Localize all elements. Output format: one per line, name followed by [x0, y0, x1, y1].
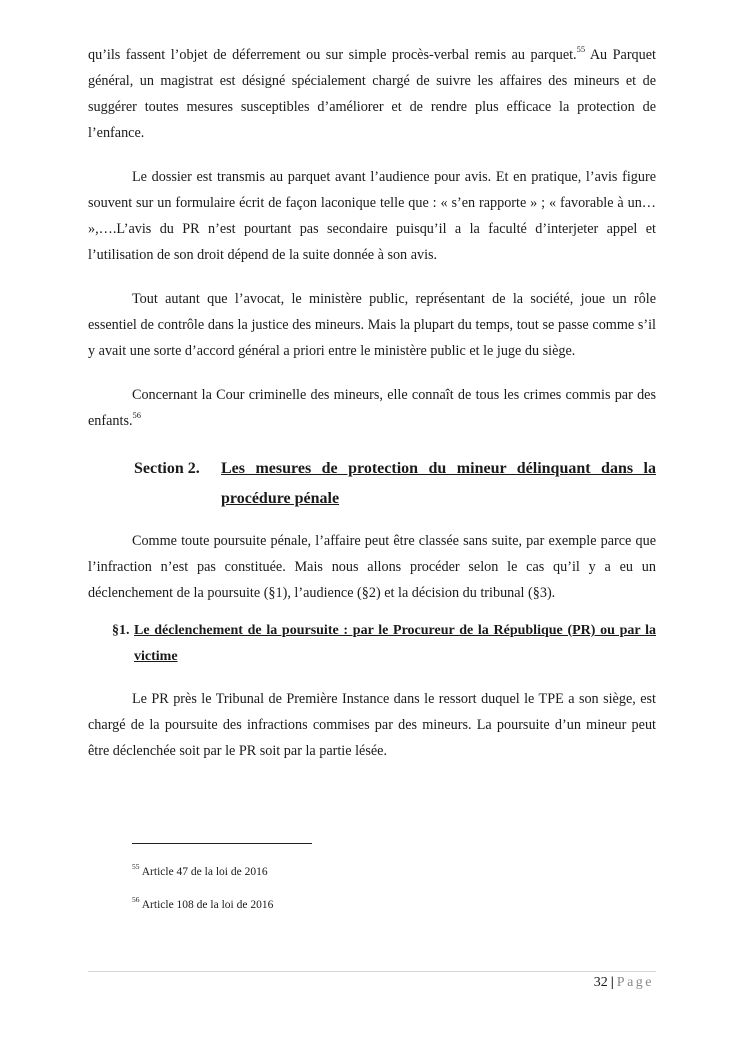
footnote-ref-55[interactable]: 55 [576, 44, 586, 55]
subsection-number: §1. [112, 623, 130, 638]
paragraph-1-continuation: Au Parquet général, un magistrat est désigné spécialement chargé de suivre les affaires des mineurs et de suggérer toutes mesures susceptibles d’améliorer et de rendre plus efficace la protection de l’enfance. [88, 47, 656, 141]
footnote-55 [132, 862, 268, 878]
footnote-56-text: Article 108 de la loi de 2016 [139, 899, 274, 911]
paragraph-4-text: Concernant la Cour criminelle des mineurs, elle connaît de tous les crimes commis par des enfants. [88, 387, 656, 429]
footnote-ref-56[interactable]: 56 [132, 410, 142, 421]
subsection-title: Le déclenchement de la poursuite : par le Procureur de la République (PR) ou par la victime [134, 623, 656, 664]
paragraph-4 [88, 382, 656, 434]
paragraph-1-text: qu’ils fassent l’objet de déferrement ou sur simple procès-verbal remis au parquet. [88, 47, 577, 63]
paragraph-3: Tout autant que l’avocat, le ministère public, représentant de la société, joue un rôle essentiel de contrôle dans la justice des mineurs. Mais la plupart du temps, tout se passe comme s’il y avait une sorte d’accord général a priori entre le ministère public et le juge du siège. [88, 291, 656, 359]
page-body [88, 42, 656, 764]
paragraph-1 [88, 42, 656, 146]
footer-separator: | [610, 975, 614, 990]
page-footer [594, 975, 654, 991]
footnote-separator [132, 843, 312, 844]
footnote-55-number: 55 [132, 862, 140, 872]
paragraph-5: Comme toute poursuite pénale, l’affaire peut être classée sans suite, par exemple parce que l’infraction n’est pas constituée. Mais nous allons procéder selon le cas qu’il y a eu un déclenchement de la poursuite (§1), l’audience (§2) et la décision du tribunal (§3). [88, 533, 656, 601]
footer-divider [88, 971, 656, 972]
page-number: 32 [593, 975, 608, 990]
section-title: Les mesures de protection du mineur délinquant dans la procédure pénale [221, 460, 656, 507]
paragraph-6: Le PR près le Tribunal de Première Instance dans le ressort duquel le TPE a son siège, est chargé de la poursuite des infractions commises par des mineurs. La poursuite d’un mineur peut être déclenchée soit par le PR soit par la partie lésée. [88, 691, 656, 759]
subsection-heading [88, 618, 656, 670]
section-number: Section 2. [134, 460, 200, 477]
section-heading [88, 454, 656, 514]
footnote-55-text: Article 47 de la loi de 2016 [139, 866, 268, 878]
page-label: Page [616, 975, 654, 990]
paragraph-2: Le dossier est transmis au parquet avant l’audience pour avis. Et en pratique, l’avis figure souvent sur un formulaire écrit de façon laconique telle que : « s’en rapporte » ; « favorable à un… »,….L’avis du PR n’est pourtant pas secondaire puisqu’il a la faculté d’interjeter appel et l’utilisation de son droit dépend de la suite donnée à son avis. [88, 169, 656, 263]
footnote-56-number: 56 [132, 895, 140, 905]
footnote-56 [132, 895, 274, 911]
